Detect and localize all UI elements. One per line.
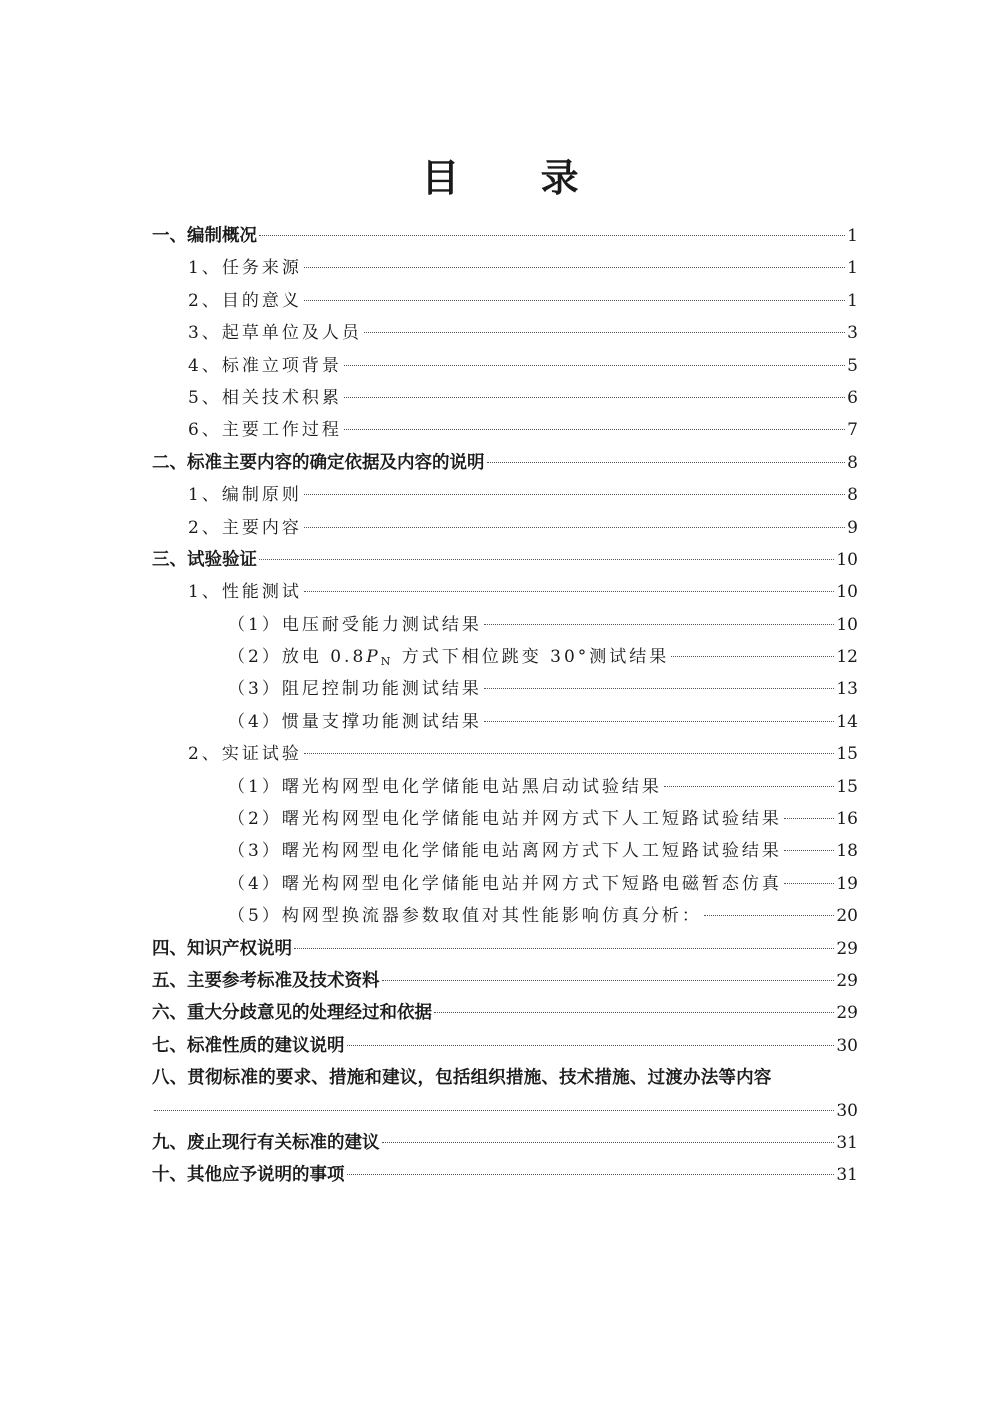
toc-entry[interactable]: [152, 285, 858, 317]
toc-page-number: 10: [836, 549, 858, 570]
toc-entry-label: （1）曙光构网型电化学储能电站黑启动试验结果: [228, 776, 662, 797]
toc-leader-dots: [784, 883, 835, 884]
toc-entry-label: 七、标准性质的建议说明: [152, 1035, 345, 1056]
toc-page-number: 10: [836, 582, 858, 603]
toc-leader-dots: [304, 300, 845, 301]
toc-entry[interactable]: [152, 609, 858, 641]
toc-leader-dots: [154, 1110, 834, 1111]
toc-entry[interactable]: [152, 1030, 858, 1062]
toc-entry[interactable]: [152, 868, 858, 900]
toc-entry-label: 6、主要工作过程: [188, 420, 342, 441]
toc-entry-wrapped-label[interactable]: 八、贯彻标准的要求、措施和建议，包括组织措施、技术措施、过渡办法等内容: [152, 1068, 772, 1089]
toc-leader-dots: [664, 786, 835, 787]
label-part: 方式下相位跳变 30°测试结果: [393, 647, 670, 668]
toc-leader-dots: [344, 365, 845, 366]
toc-entry[interactable]: [152, 1127, 858, 1159]
toc-leader-dots: [347, 1174, 835, 1175]
toc-entry[interactable]: [152, 997, 858, 1029]
toc-leader-dots: [382, 980, 835, 981]
toc-entry-label: 2、实证试验: [188, 744, 302, 765]
toc-entry-label: 4、标准立项背景: [188, 355, 342, 376]
label-part: （2）放电 0.8: [228, 647, 367, 668]
toc-leader-dots: [344, 397, 845, 398]
toc-page-number: 5: [847, 355, 858, 376]
table-of-contents: [152, 220, 858, 1192]
toc-leader-dots: [704, 915, 835, 916]
toc-entry-label: 一、编制概况: [152, 226, 257, 246]
toc-entry[interactable]: [152, 738, 858, 770]
toc-page-number: 10: [836, 614, 858, 635]
label-symbol: P: [366, 647, 381, 668]
toc-entry-label: （4）曙光构网型电化学储能电站并网方式下短路电磁暂态仿真: [228, 873, 782, 894]
toc-entry-label: 二、标准主要内容的确定依据及内容的说明: [152, 452, 485, 473]
toc-entry-label: 六、重大分歧意见的处理经过和依据: [152, 1003, 432, 1024]
toc-entry-label: 1、编制原则: [188, 485, 302, 506]
toc-entry[interactable]: [152, 771, 858, 803]
toc-entry[interactable]: [152, 220, 858, 252]
toc-leader-dots: [382, 1142, 835, 1143]
toc-entry[interactable]: [152, 544, 858, 576]
toc-leader-dots: [344, 429, 845, 430]
toc-entry[interactable]: [152, 803, 858, 835]
toc-entry-label: 2、目的意义: [188, 290, 302, 311]
toc-entry[interactable]: [152, 382, 858, 414]
toc-leader-dots: [484, 624, 835, 625]
toc-leader-dots: [347, 1045, 835, 1046]
toc-leader-dots: [364, 332, 845, 333]
toc-entry[interactable]: [152, 835, 858, 867]
toc-entry-label: 5、相关技术积累: [188, 387, 342, 408]
toc-page-number: 30: [836, 1035, 858, 1056]
toc-entry[interactable]: [152, 479, 858, 511]
toc-entry-wrapped-leader[interactable]: [152, 1095, 858, 1127]
toc-leader-dots: [487, 462, 846, 463]
toc-entry-label: 1、性能测试: [188, 582, 302, 603]
toc-entry[interactable]: [152, 350, 858, 382]
toc-page-number: 18: [836, 841, 858, 862]
toc-entry[interactable]: [152, 317, 858, 349]
toc-entry[interactable]: [152, 512, 858, 544]
toc-page-number: 29: [836, 938, 858, 959]
toc-leader-dots: [304, 527, 845, 528]
toc-entry[interactable]: [152, 447, 858, 479]
toc-entry-label: 四、知识产权说明: [152, 938, 292, 959]
toc-page-number: 31: [836, 1132, 858, 1153]
toc-page-number: 30: [836, 1100, 858, 1121]
toc-leader-dots: [259, 235, 845, 236]
toc-page-number: 13: [836, 679, 858, 700]
toc-page-number: 1: [847, 226, 858, 246]
toc-leader-dots: [784, 818, 835, 819]
toc-entry-label: 九、废止现行有关标准的建议: [152, 1132, 380, 1153]
toc-entry[interactable]: [152, 1159, 858, 1191]
toc-leader-dots: [304, 494, 845, 495]
toc-leader-dots: [671, 656, 834, 657]
toc-leader-dots: [304, 267, 845, 268]
toc-leader-dots: [484, 688, 835, 689]
toc-leader-dots: [784, 850, 835, 851]
toc-page-number: 15: [836, 776, 858, 797]
toc-page-number: 20: [836, 906, 858, 927]
toc-page-number: 31: [836, 1165, 858, 1186]
toc-entry[interactable]: [152, 965, 858, 997]
toc-page-number: 3: [847, 323, 858, 344]
toc-entry-label: （2）曙光构网型电化学储能电站并网方式下人工短路试验结果: [228, 809, 782, 830]
toc-page-number: 29: [836, 1003, 858, 1024]
toc-leader-dots: [259, 559, 834, 560]
toc-page-number: 1: [847, 290, 858, 311]
toc-leader-dots: [304, 753, 835, 754]
toc-entry[interactable]: [152, 641, 858, 673]
page-title: 目 录: [421, 156, 613, 200]
toc-page-number: 14: [836, 711, 858, 732]
toc-leader-dots: [434, 1012, 834, 1013]
toc-entry-label: 三、试验验证: [152, 549, 257, 570]
toc-entry-label: 五、主要参考标准及技术资料: [152, 970, 380, 991]
toc-page-number: 9: [847, 517, 858, 538]
toc-entry-label: 2、主要内容: [188, 517, 302, 538]
toc-page-number: 12: [836, 647, 858, 668]
toc-page-number: 29: [836, 970, 858, 991]
toc-leader-dots: [484, 721, 835, 722]
toc-entry-label: 1、任务来源: [188, 258, 302, 279]
toc-entry-label: 3、起草单位及人员: [188, 323, 362, 344]
toc-entry[interactable]: [152, 706, 858, 738]
toc-leader-dots: [294, 948, 834, 949]
toc-entry[interactable]: [152, 576, 858, 608]
toc-page-number: 19: [836, 873, 858, 894]
toc-entry-label: （1）电压耐受能力测试结果: [228, 614, 482, 635]
toc-entry[interactable]: [152, 933, 858, 965]
toc-page-number: 16: [836, 809, 858, 830]
toc-page-number: 8: [847, 452, 858, 473]
toc-entry-label: 十、其他应予说明的事项: [152, 1165, 345, 1186]
toc-entry[interactable]: [152, 414, 858, 446]
toc-entry[interactable]: [152, 900, 858, 932]
toc-entry-label: （3）曙光构网型电化学储能电站离网方式下人工短路试验结果: [228, 841, 782, 862]
toc-page-number: 6: [847, 387, 858, 408]
toc-entry[interactable]: [152, 252, 858, 284]
toc-page-number: 15: [836, 744, 858, 765]
toc-entry-label: （5）构网型换流器参数取值对其性能影响仿真分析：: [228, 906, 702, 927]
label-subscript: N: [380, 655, 394, 669]
toc-entry-label: （3）阻尼控制功能测试结果: [228, 679, 482, 700]
toc-page-number: 8: [847, 485, 858, 506]
toc-page-number: 7: [847, 420, 858, 441]
toc-page-number: 1: [847, 258, 858, 279]
toc-entry-label: （4）惯量支撑功能测试结果: [228, 711, 482, 732]
toc-leader-dots: [304, 591, 835, 592]
